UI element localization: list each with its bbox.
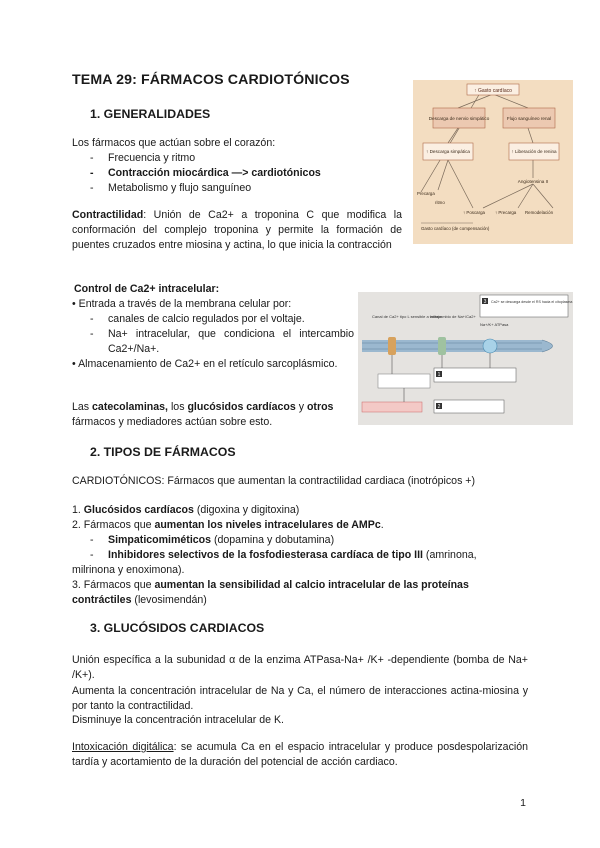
text-run: (digoxina y digitoxina) <box>193 504 300 516</box>
control-heading: Control de Ca2+ intracelular: <box>74 283 220 295</box>
text-run: otros <box>306 401 334 413</box>
text-run: (dopamina y dobutamina) <box>211 534 335 546</box>
section-1-intro <box>72 136 402 196</box>
text-run: fármacos y mediadores actúan sobre esto. <box>72 416 273 428</box>
flow-top-label: ↑ Gasto cardíaco <box>474 88 512 94</box>
text-run: (levosimendán) <box>131 594 207 606</box>
intro-line: Los fármacos que actúan sobre el corazón: <box>72 137 276 149</box>
control-block <box>74 282 354 372</box>
text-run: Las <box>72 401 93 413</box>
list-item <box>72 533 532 548</box>
intoxicacion-term: Intoxicación digitálica <box>72 741 174 753</box>
exchanger-label: Intercambio de Na+/Ca2+ <box>430 314 476 319</box>
text-run: Inhibidores selectivos de la fosfodiesterasa cardíaca de tipo III <box>108 549 423 561</box>
flow-label: ↑ Poscarga <box>463 210 485 215</box>
flow-mid-right-label: ↑ Liberación de renina <box>511 149 557 154</box>
glucosidos-paragraph-3: Disminuye la concentración intracelular de K. <box>72 714 284 726</box>
text-run: 2. Fármacos que <box>72 519 155 531</box>
page-number: 1 <box>520 797 526 809</box>
list-item: - Metabolismo y flujo sanguíneo <box>72 181 402 196</box>
list-item: - Frecuencia y ritmo <box>72 151 402 166</box>
text-run: y <box>295 401 307 413</box>
list-item <box>72 548 532 563</box>
text-run: 3. Fármacos que <box>72 579 155 591</box>
badge-1: 1 <box>437 372 441 378</box>
text-run: Simpaticomiméticos <box>108 534 212 546</box>
text-run: Glucósidos cardíacos <box>83 504 194 516</box>
flow-label: Remodelación <box>525 210 554 215</box>
section-1-heading: 1. GENERALIDADES <box>90 107 211 121</box>
exchanger-protein <box>438 337 446 355</box>
drug-type-3 <box>72 578 532 593</box>
flow-label: ritmo <box>435 200 445 205</box>
flow-box-left-label: Descarga de nervio simpático <box>428 116 490 121</box>
flow-mid-left-label: ↑ Descarga simpática <box>426 149 470 154</box>
drug-type-2 <box>72 518 532 533</box>
intoxicacion-text: : se acumula Ca en el espacio intracelular y produce posdespolarización tardía y acortamiento de la duración del potencial de acción cardiaco. <box>72 741 529 768</box>
bullet-almacenamiento: • Almacenamiento de Ca2+ en el retículo sarcoplásmico. <box>72 358 338 370</box>
text-run: . <box>380 519 384 531</box>
list-continuation: milrinona y enoximona). <box>72 564 185 576</box>
section-3-heading: 3. GLUCÓSIDOS CARDIACOS <box>90 621 265 635</box>
cardiotonicos-intro: CARDIOTÓNICOS: Fármacos que aumentan la contractilidad cardiaca (inotrópicos +) <box>72 475 476 487</box>
list-item: - Na+ intracelular, que condiciona el intercambio Ca2+/Na+. <box>72 327 354 357</box>
text-run: aumentan los niveles intracelulares de AMPc <box>154 519 381 531</box>
drug-type-3-cont <box>72 593 532 608</box>
calcium-channel <box>388 337 396 355</box>
text-run: catecolaminas, <box>92 401 168 413</box>
note-box <box>480 295 568 317</box>
note-box <box>434 400 504 413</box>
drug-type-1 <box>72 503 532 518</box>
text-run: contráctiles <box>72 594 132 606</box>
flow-footer-label: Gasto cardíaco (de compensación) <box>421 226 490 231</box>
section-2-heading: 2. TIPOS DE FÁRMACOS <box>90 445 236 459</box>
flow-label: ↑ Precarga <box>495 210 517 215</box>
actin-filament <box>362 402 422 412</box>
figure-heart-failure-flowchart <box>413 80 573 244</box>
flow-box-right-label: Flujo sanguíneo renal <box>506 116 552 121</box>
list-item: - Contracción miocárdica —> cardiotónicos <box>72 166 402 181</box>
note-box <box>434 368 516 382</box>
pump-protein <box>483 339 497 353</box>
text-run: glucósidos cardíacos <box>187 401 296 413</box>
glucosidos-paragraph-1: Unión específica a la subunidad α de la enzima ATPasa-Na+ /K+ -dependiente (bomba de Na+ /K+). <box>72 654 528 681</box>
text-run: 1. <box>72 504 84 516</box>
sr-box <box>378 374 430 388</box>
channel-label: Canal de Ca2+ tipo L sensible a voltaje <box>372 314 442 319</box>
badge-3: 3 <box>483 299 487 305</box>
bullet-entrada: • Entrada a través de la membrana celular por: <box>72 298 292 310</box>
badge-2: 2 <box>437 404 441 410</box>
membrane-svg <box>358 292 573 425</box>
flow-label: Precarga <box>417 191 435 196</box>
text-run: aumentan la sensibilidad al calcio intracelular de las proteínas <box>154 579 469 591</box>
pump-label: Na+/K+ ATPasa <box>480 322 509 327</box>
drug-types-list <box>72 503 532 608</box>
flow-angiotensin-label: Angiotensina II <box>517 179 549 184</box>
page-title: TEMA 29: FÁRMACOS CARDIOTÓNICOS <box>72 72 350 88</box>
flowchart-svg <box>413 80 573 244</box>
glucosidos-paragraph-2: Aumenta la concentración intracelular de Na y Ca, el número de interacciones actina-miosina y por tanto la contractilidad. <box>72 685 528 712</box>
intoxicacion-paragraph <box>72 740 528 770</box>
list-item: - canales de calcio regulados por el voltaje. <box>72 312 354 327</box>
note-text: Ca2+ se descarga desde el RS hacia el citoplasma <box>491 300 573 304</box>
contractilidad-term: Contractilidad <box>72 209 144 221</box>
figure-calcium-membrane <box>358 292 573 425</box>
text-run: los <box>168 401 188 413</box>
catecolaminas-paragraph <box>72 400 354 430</box>
contractilidad-text: : Unión de Ca2+ a troponina C que modifica la conformación del complejo troponina y permite la formación de puentes cruzados entre miosina y actina, lo que inicia la contracción <box>72 209 402 251</box>
contractilidad-paragraph <box>72 208 402 253</box>
text-run: (amrinona, <box>422 549 477 561</box>
